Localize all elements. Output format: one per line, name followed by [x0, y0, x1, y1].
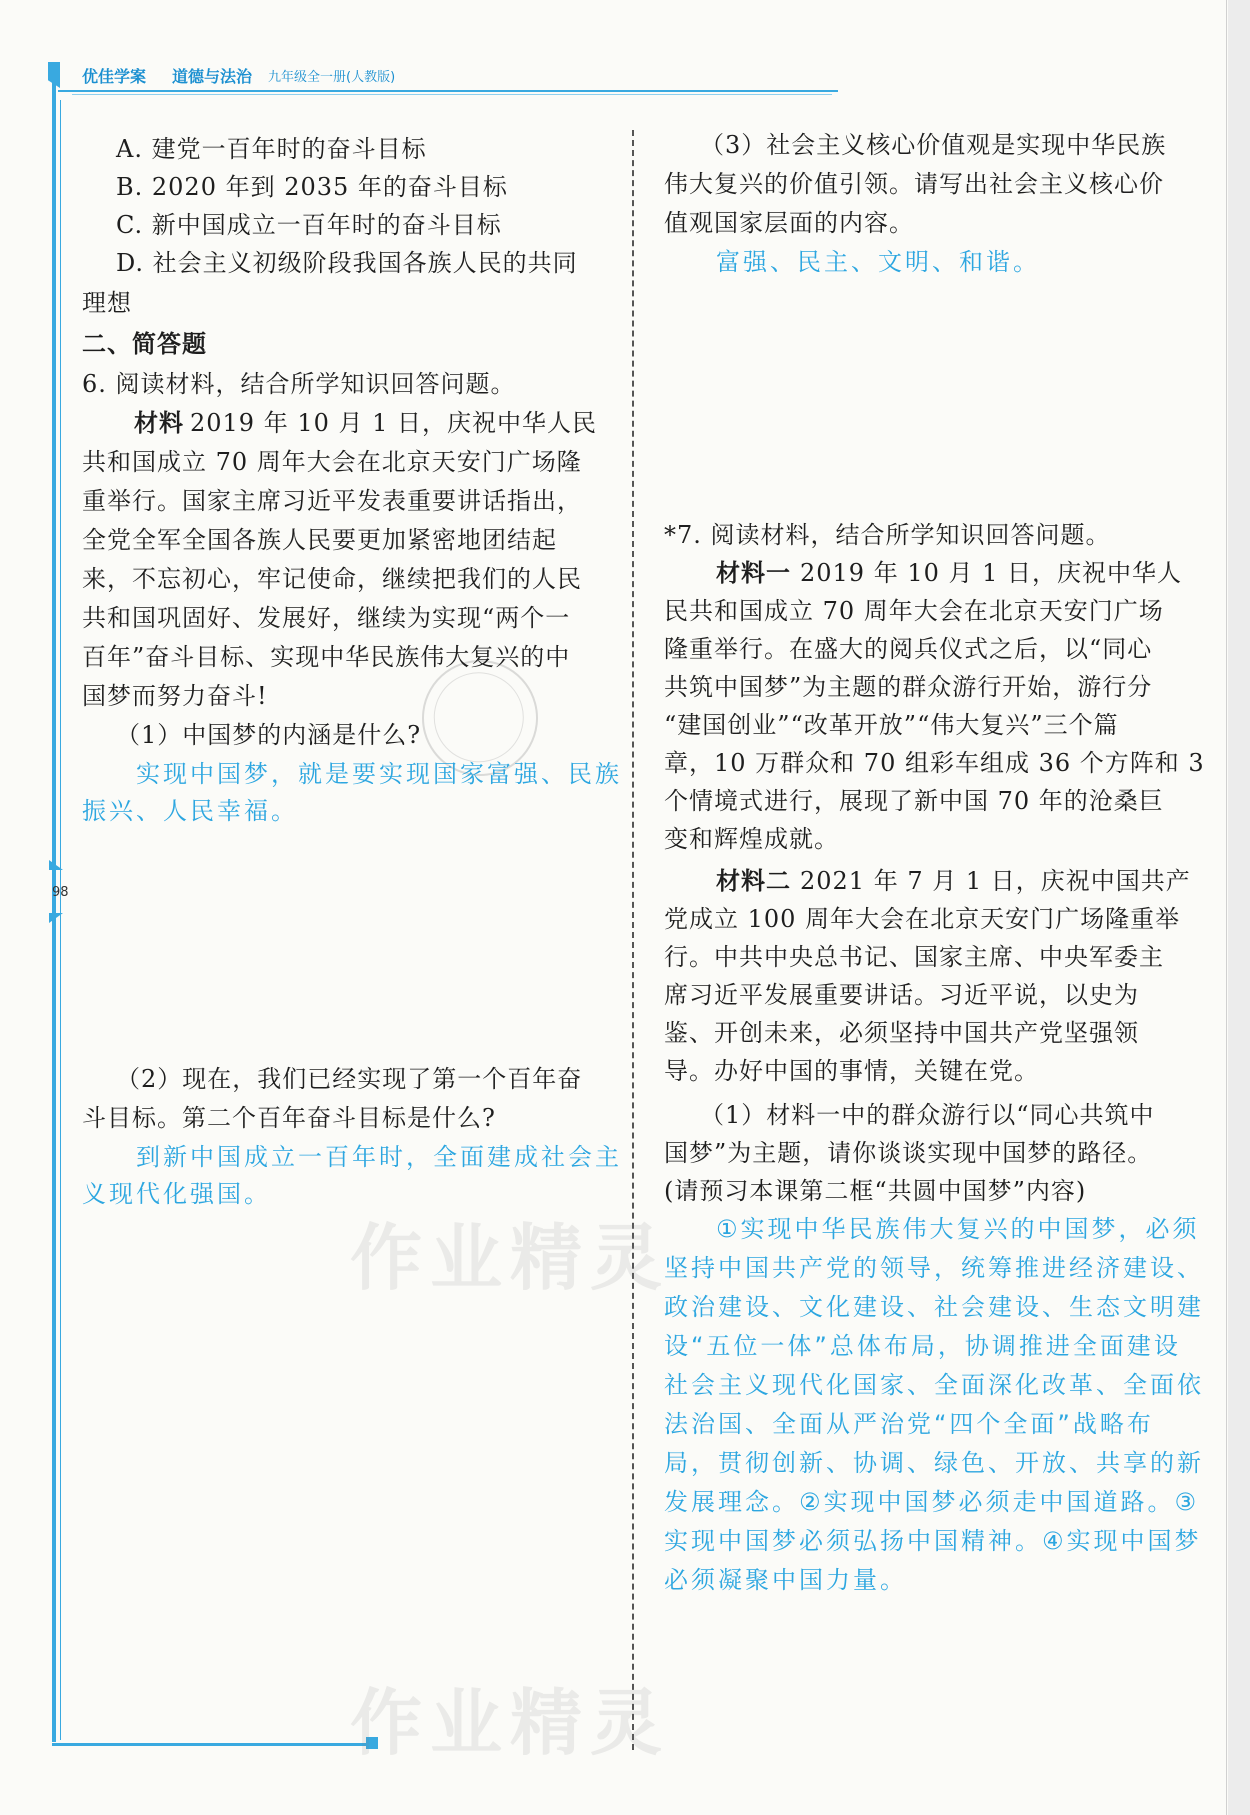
page-edge-line — [1226, 0, 1227, 1815]
material-1-line: “建国创业”“改革开放”“伟大复兴”三个篇 — [664, 711, 1119, 739]
question-7-1: 国梦”为主题，请你谈谈实现中国梦的路径。 — [664, 1139, 1153, 1167]
subject-title: 道德与法治 — [172, 67, 253, 86]
bottom-rule — [52, 1743, 372, 1746]
material-1-line: 2019 年 10 月 1 日，庆祝中华人 — [800, 559, 1183, 587]
option-a: A. 建党一百年时的奋斗目标 — [116, 135, 427, 163]
answer-6-1: 实现中国梦，就是要实现国家富强、民族 — [136, 760, 622, 788]
material-1-line: 共筑中国梦”为主题的群众游行开始，游行分 — [664, 673, 1153, 701]
material-line: 共和国成立 70 周年大会在北京天安门广场隆 — [82, 448, 582, 476]
watermark: 作业精灵 — [350, 1216, 671, 1300]
material-line: 国梦而努力奋斗! — [82, 682, 268, 710]
answer-7-1: 局，贯彻创新、协调、绿色、开放、共享的新 — [664, 1449, 1204, 1477]
answer-7-1: 设“五位一体”总体布局，协调推进全面建设 — [664, 1332, 1181, 1360]
question-6-3: 值观国家层面的内容。 — [664, 209, 914, 237]
section-title: 二、简答题 — [82, 330, 207, 358]
material-line: 百年”奋斗目标、实现中华民族伟大复兴的中 — [82, 643, 571, 671]
answer-6-3: 富强、民主、文明、和谐。 — [716, 248, 1040, 276]
material-line: 共和国巩固好、发展好，继续为实现“两个一 — [82, 604, 571, 632]
question-6-2: （2）现在，我们已经实现了第一个百年奋 — [116, 1065, 583, 1093]
material-2-line: 席习近平发展重要讲话。习近平说，以史为 — [664, 981, 1139, 1009]
material-2-line: 鉴、开创未来，必须坚持中国共产党坚强领 — [664, 1019, 1139, 1047]
option-d-continued: 理想 — [82, 289, 132, 317]
question-6-3: 伟大复兴的价值引领。请写出社会主义核心价 — [664, 170, 1164, 198]
page-edge — [1228, 0, 1250, 1815]
material-line: 2019 年 10 月 1 日，庆祝中华人民 — [190, 409, 598, 437]
answer-7-1: 坚持中国共产党的领导，统筹推进经济建设、 — [664, 1254, 1204, 1282]
question-7-1: (请预习本课第二框“共圆中国梦”内容) — [664, 1177, 1087, 1205]
material-1-line: 民共和国成立 70 周年大会在北京天安门广场 — [664, 597, 1164, 625]
header-rule — [58, 90, 838, 92]
answer-7-1: 必须凝聚中国力量。 — [664, 1566, 907, 1594]
question-7-1: （1）材料一中的群众游行以“同心共筑中 — [700, 1101, 1155, 1129]
margin-rule — [52, 62, 56, 1742]
question-7-title: *7. 阅读材料，结合所学知识回答问题。 — [664, 521, 1111, 549]
question-6-title: 6. 阅读材料，结合所学知识回答问题。 — [82, 370, 516, 398]
material-2-line: 党成立 100 周年大会在北京天安门广场隆重举 — [664, 905, 1181, 933]
answer-6-2: 义现代化强国。 — [82, 1180, 271, 1208]
answer-6-1: 振兴、人民幸福。 — [82, 797, 298, 825]
answer-7-1: ①实现中华民族伟大复兴的中国梦，必须 — [716, 1215, 1200, 1243]
column-divider — [632, 130, 634, 1750]
answer-7-1: 实现中国梦必须弘扬中国精神。④实现中国梦 — [664, 1527, 1202, 1555]
question-6-1: （1）中国梦的内涵是什么? — [116, 721, 422, 749]
material-label: 材料 — [134, 409, 184, 437]
option-c: C. 新中国成立一百年时的奋斗目标 — [116, 211, 502, 239]
material-2-line: 2021 年 7 月 1 日，庆祝中国共产 — [800, 867, 1191, 895]
answer-7-1: 发展理念。②实现中国梦必须走中国道路。③ — [664, 1488, 1200, 1516]
answer-7-1: 法治国、全面从严治党“四个全面”战略布 — [664, 1410, 1154, 1438]
page-number: 98 — [52, 885, 69, 900]
watermark: 作业精灵 — [350, 1681, 671, 1765]
material-1-line: 个情境式进行，展现了新中国 70 年的沧桑巨 — [664, 787, 1164, 815]
option-b: B. 2020 年到 2035 年的奋斗目标 — [116, 173, 508, 201]
material-1-label: 材料一 — [716, 559, 791, 587]
option-d: D. 社会主义初级阶段我国各族人民的共同 — [116, 249, 578, 277]
brand-title: 优佳学案 — [82, 67, 147, 86]
question-6-2: 斗目标。第二个百年奋斗目标是什么? — [82, 1104, 496, 1132]
page-header — [58, 60, 838, 90]
answer-7-1: 政治建设、文化建设、社会建设、生态文明建 — [664, 1293, 1204, 1321]
header-rule-thin — [72, 94, 832, 95]
answer-6-2: 到新中国成立一百年时，全面建成社会主 — [136, 1143, 622, 1171]
material-2-label: 材料二 — [716, 867, 791, 895]
margin-rule-thin — [60, 100, 61, 1740]
grade-label: 九年级全一册(人教版) — [268, 70, 396, 85]
material-1-line: 变和辉煌成就。 — [664, 825, 839, 853]
material-1-line: 章，10 万群众和 70 组彩车组成 36 个方阵和 3 — [664, 749, 1205, 777]
material-2-line: 导。办好中国的事情，关键在党。 — [664, 1057, 1039, 1085]
material-1-line: 隆重举行。在盛大的阅兵仪式之后，以“同心 — [664, 635, 1153, 663]
answer-7-1: 社会主义现代化国家、全面深化改革、全面依 — [664, 1371, 1204, 1399]
material-line: 重举行。国家主席习近平发表重要讲话指出， — [82, 487, 582, 515]
material-2-line: 行。中共中央总书记、国家主席、中央军委主 — [664, 943, 1164, 971]
material-line: 全党全军全国各族人民要更加紧密地团结起 — [82, 526, 557, 554]
question-6-3: （3）社会主义核心价值观是实现中华民族 — [700, 131, 1167, 159]
material-line: 来，不忘初心，牢记使命，继续把我们的人民 — [82, 565, 582, 593]
